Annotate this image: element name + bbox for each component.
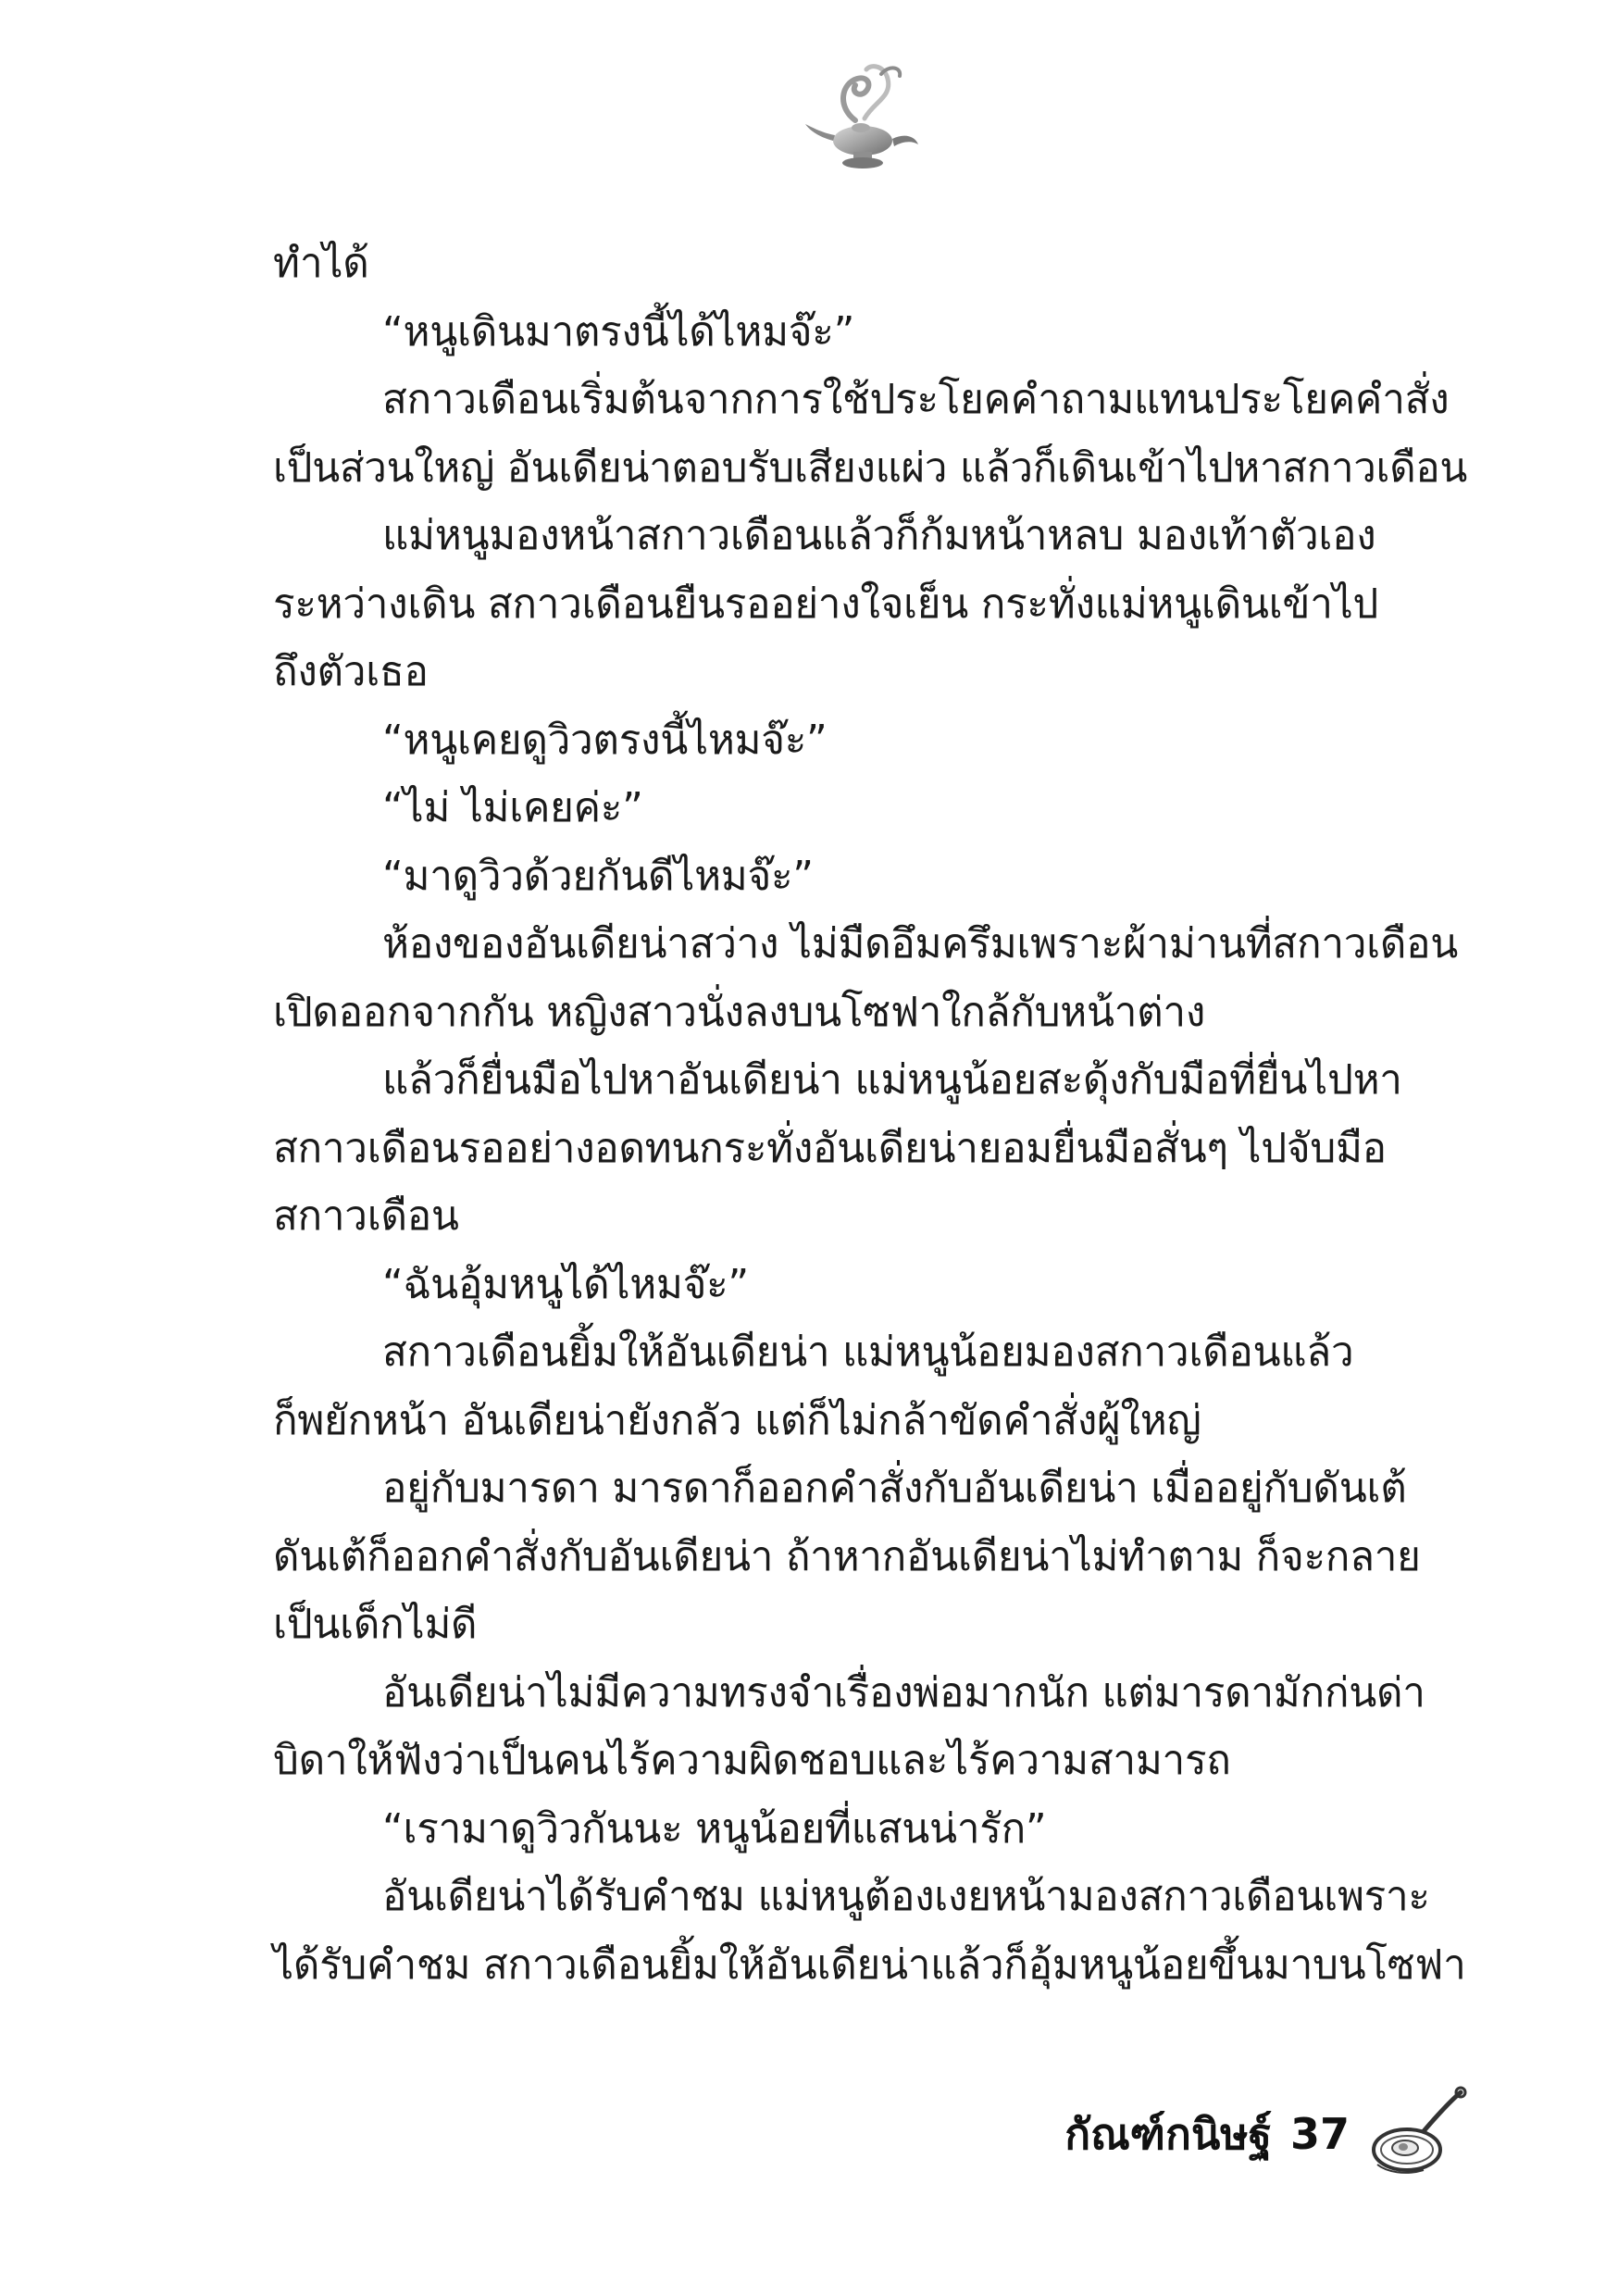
page-number: 37 [1289, 2109, 1350, 2159]
book-title: กัณฑ์กนิษฐ์ [1064, 2108, 1272, 2159]
text-line: เป็นส่วนใหญ่ อันเดียน่าตอบรับเสียงแผ่ว แล้วก็เดินเข้าไปหาสกาวเดือน [273, 443, 1468, 492]
text-line: ทำได้ [273, 240, 369, 287]
text-line: แม่หนูมองหน้าสกาวเดือนแล้วก็ก้มหน้าหลบ มองเท้าตัวเอง [382, 512, 1376, 559]
text-line: ดันเต้ก็ออกคำสั่งกับอันเดียน่า ถ้าหากอันเดียน่าไม่ทำตาม ก็จะกลาย [273, 1532, 1421, 1580]
text-line: บิดาให้ฟังว่าเป็นคนไร้ความผิดชอบและไร้ความสามารถ [273, 1737, 1231, 1784]
text-line: ระหว่างเดิน สกาวเดือนยืนรออย่างใจเย็น กระทั่งแม่หนูเดินเข้าไป [273, 580, 1379, 628]
text-line: “ไม่ ไม่เคยค่ะ” [382, 784, 643, 831]
text-line: อยู่กับมารดา มารดาก็ออกคำสั่งกับอันเดียน่า เมื่ออยู่กับดันเต้ [382, 1465, 1407, 1512]
frying-pan-icon [1368, 2083, 1470, 2185]
page-footer [1064, 2083, 1470, 2185]
text-line: “เรามาดูวิวกันนะ หนูน้อยที่แสนน่ารัก” [382, 1804, 1047, 1853]
text-line: สกาวเดือนเริ่มต้นจากการใช้ประโยคคำถามแทนประโยคคำสั่ง [382, 376, 1450, 423]
text-line: ห้องของอันเดียน่าสว่าง ไม่มืดอึมครึมเพราะผ้าม่านที่สกาวเดือน [382, 920, 1459, 967]
text-line: “ฉันอุ้มหนูได้ไหมจ๊ะ” [382, 1260, 749, 1308]
text-line: เป็นเด็กไม่ดี [273, 1601, 478, 1648]
text-line: สกาวเดือนรออย่างอดทนกระทั่งอันเดียน่ายอมยื่นมือสั่นๆ ไปจับมือ [273, 1124, 1387, 1172]
text-line: ถึงตัวเธอ [273, 648, 429, 695]
text-line: สกาวเดือนยิ้มให้อันเดียน่า แม่หนูน้อยมองสกาวเดือนแล้ว [382, 1329, 1354, 1376]
text-line: “หนูเคยดูวิวตรงนี้ไหมจ๊ะ” [382, 716, 828, 764]
text-line: อันเดียน่าไม่มีความทรงจำเรื่องพ่อมากนัก แต่มารดามักก่นด่า [382, 1668, 1425, 1716]
text-line: ก็พยักหน้า อันเดียน่ายังกลัว แต่ก็ไม่กล้าขัดคำสั่งผู้ใหญ่ [273, 1396, 1201, 1444]
genie-lamp-icon [800, 56, 929, 176]
text-line: แล้วก็ยื่นมือไปหาอันเดียน่า แม่หนูน้อยสะดุ้งกับมือที่ยื่นไปหา [382, 1056, 1402, 1104]
text-line: อันเดียน่าได้รับคำชม แม่หนูต้องเงยหน้ามองสกาวเดือนเพราะ [382, 1873, 1430, 1920]
text-line: “มาดูวิวด้วยกันดีไหมจ๊ะ” [382, 852, 814, 900]
text-line: เปิดออกจากกัน หญิงสาวนั่งลงบนโซฟาใกล้กับหน้าต่าง [273, 988, 1206, 1036]
body-text [273, 230, 1467, 1999]
text-line: “หนูเดินมาตรงนี้ได้ไหมจ๊ะ” [382, 307, 855, 356]
text-line: สกาวเดือน [273, 1192, 459, 1240]
text-line: ได้รับคำชม สกาวเดือนยิ้มให้อันเดียน่าแล้วก็อุ้มหนูน้อยขึ้นมาบนโซฟา [273, 1940, 1466, 1989]
